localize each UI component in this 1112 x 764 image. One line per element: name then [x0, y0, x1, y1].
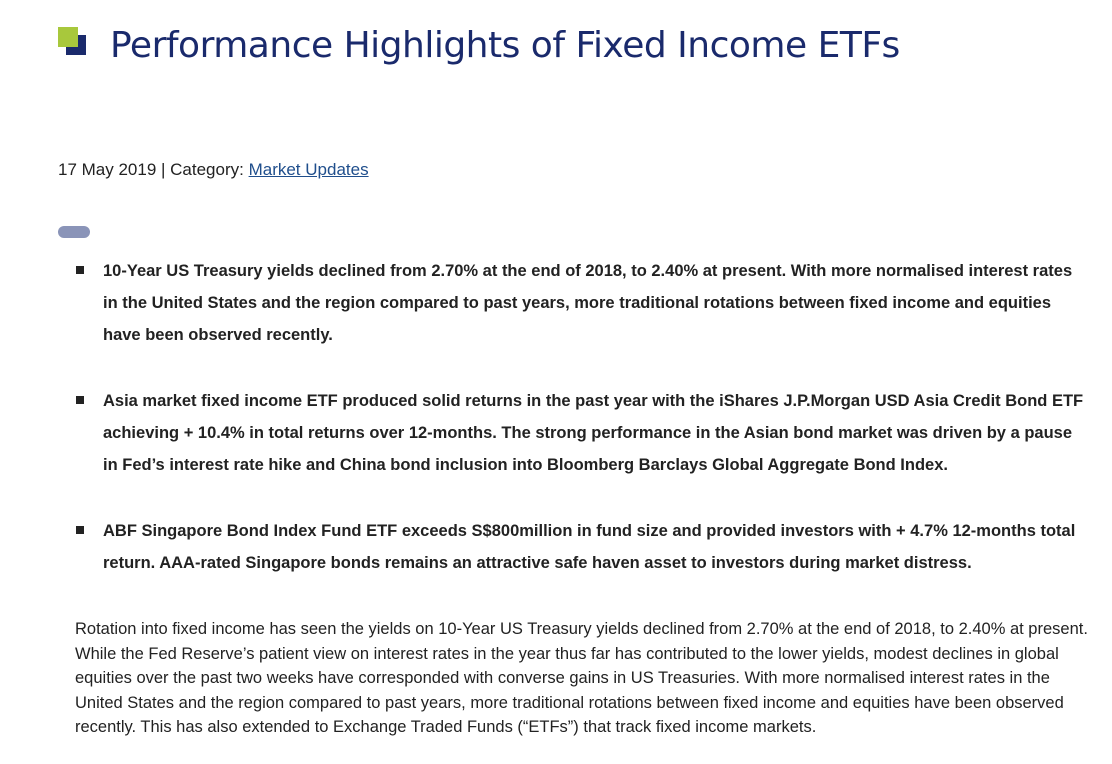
- category-link[interactable]: Market Updates: [248, 160, 369, 179]
- square-bullet-icon: [76, 266, 84, 274]
- post-meta: [58, 160, 369, 180]
- list-item: [76, 515, 1086, 579]
- list-item-text: Asia market fixed income ETF produced solid returns in the past year with the iShares J.P.Morgan USD Asia Credit Bond ETF achieving + 10.4% in total returns over 12-months. The strong performance in the Asian bond market was driven by a pause in Fed’s interest rate hike and China bond inclusion into Bloomberg Barclays Global Aggregate Bond Index.: [103, 392, 1084, 474]
- square-bullet-icon: [76, 526, 84, 534]
- highlights-list: [76, 255, 1086, 613]
- page-title: Performance Highlights of Fixed Income ETFs: [110, 24, 900, 66]
- list-item: [76, 385, 1086, 481]
- square-bullet-icon: [76, 396, 84, 404]
- list-item: [76, 255, 1086, 351]
- square-logo-icon: [58, 27, 86, 55]
- lime-square: [58, 27, 78, 47]
- list-item-text: 10-Year US Treasury yields declined from 2.70% at the end of 2018, to 2.40% at present. With more normalised interest rates in the United States and the region compared to past years, more traditional rotations between fixed income and equities have been observed recently.: [103, 262, 1073, 344]
- page-header: [58, 20, 900, 70]
- post-date-category: 17 May 2019 | Category:: [58, 160, 249, 179]
- body-paragraph: Rotation into fixed income has seen the yields on 10-Year US Treasury yields declined from 2.70% at the end of 2018, to 2.40% at present. While the Fed Reserve’s patient view on interest rates in the year thus far has contributed to the lower yields, modest declines in global equities over the past two weeks have corresponded with converse gains in US Treasuries. With more normalised interest rates in the United States and the region compared to past years, more traditional rotations between fixed income and equities have been observed recently. This has also extended to Exchange Traded Funds (“ETFs”) that track fixed income markets.: [75, 620, 1088, 736]
- divider-pill: [58, 226, 90, 238]
- list-item-text: ABF Singapore Bond Index Fund ETF exceeds S$800million in fund size and provided investors with + 4.7% 12-months total return. AAA-rated Singapore bonds remains an attractive safe haven asset to investors during market distress.: [103, 522, 1076, 572]
